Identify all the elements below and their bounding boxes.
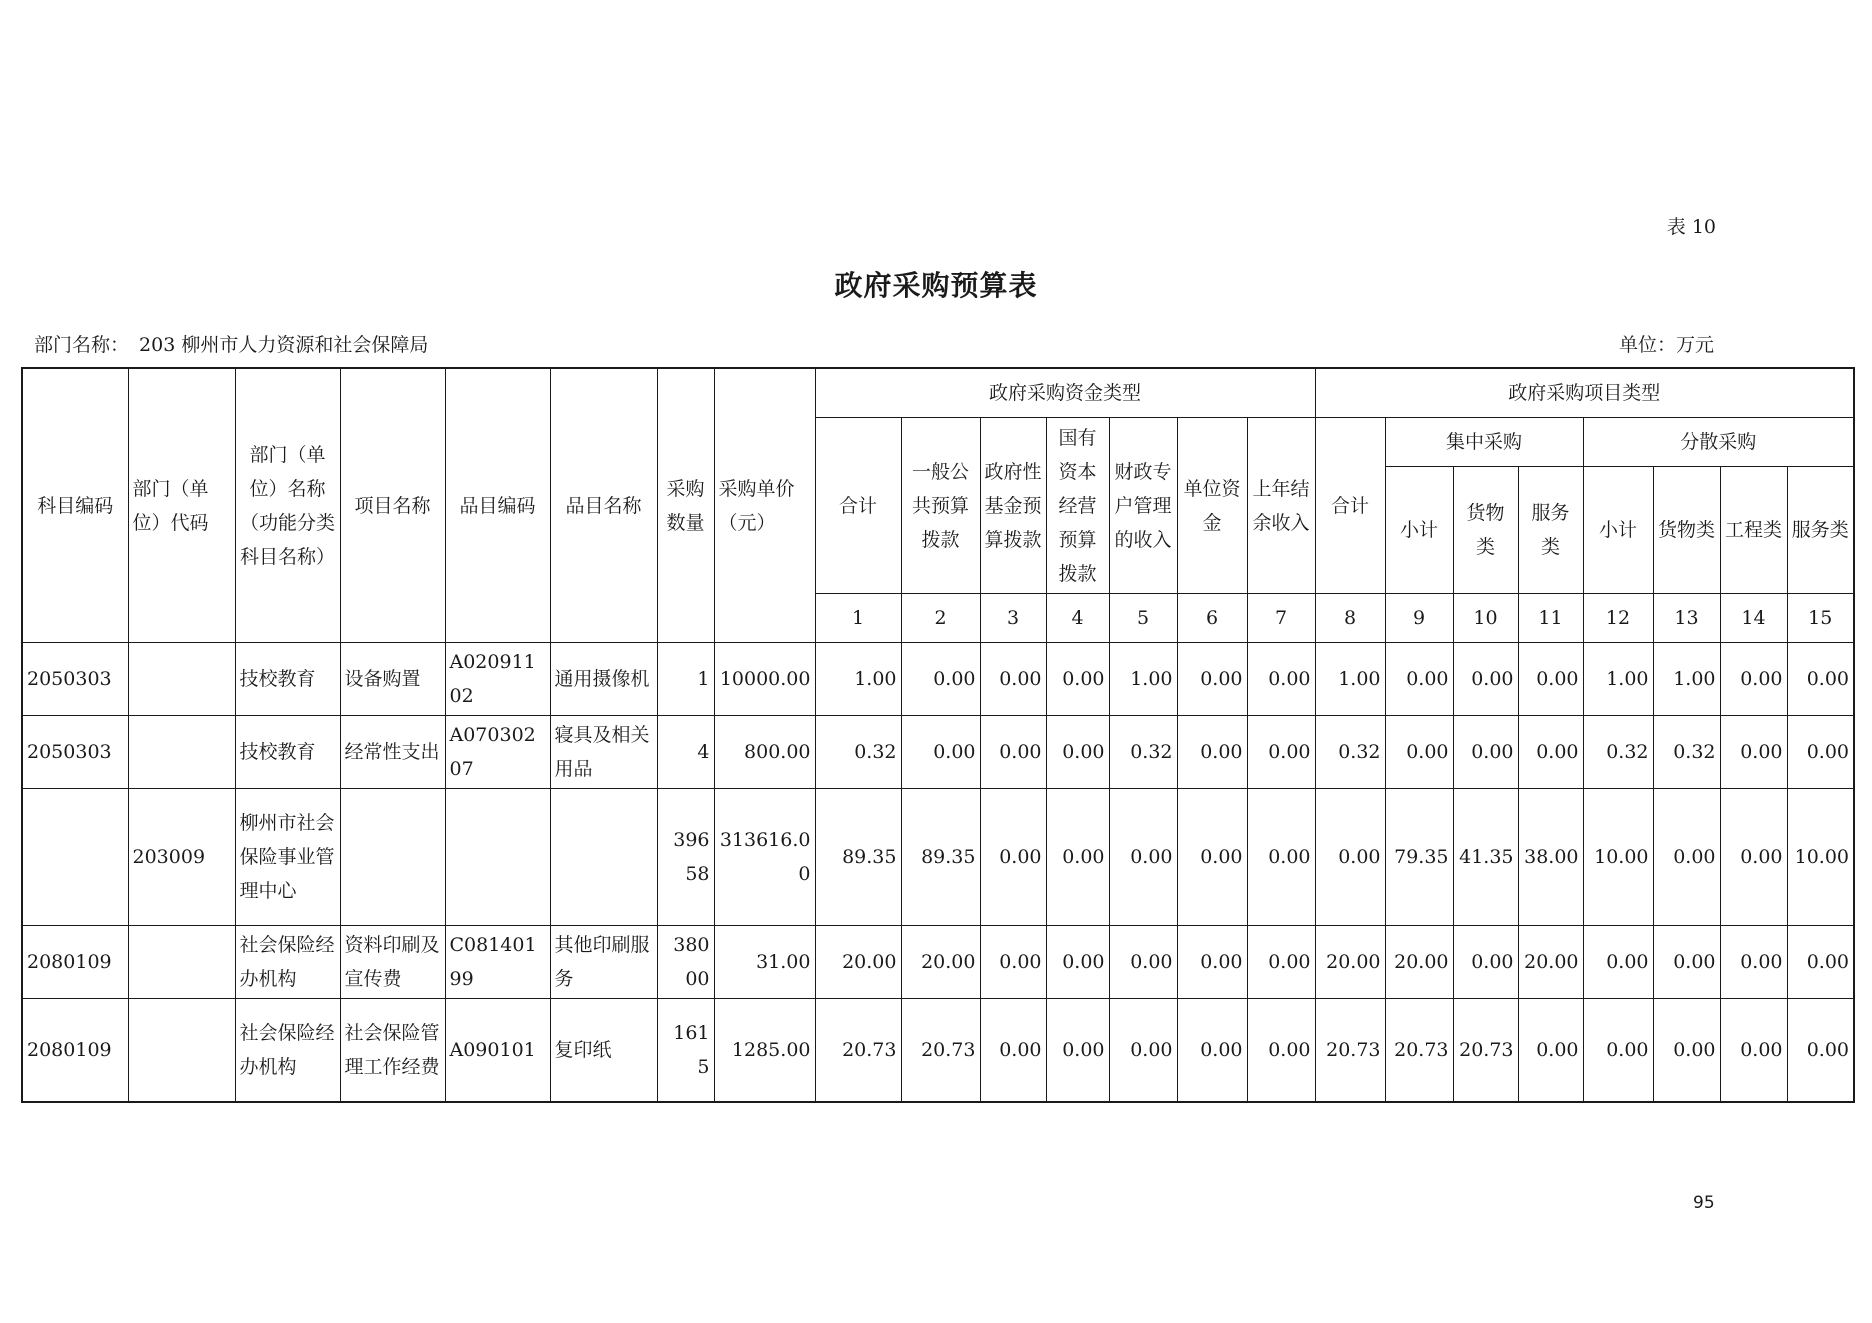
col-central-service: 服务类 [1518,467,1583,594]
cell-amount: 0.00 [1315,789,1385,926]
cell-amount: 1.00 [1583,643,1653,716]
cell-amount: 0.00 [1453,643,1518,716]
cell-dept-name: 技校教育 [235,716,340,789]
column-index-number: 9 [1385,594,1453,643]
department-line [34,330,428,357]
group-scattered-procurement: 分散采购 [1583,418,1854,467]
cell-amount: 0.00 [1177,789,1247,926]
cell-amount: 20.00 [1518,926,1583,999]
cell-project-name [340,789,445,926]
cell-amount: 0.00 [901,716,980,789]
cell-amount: 0.00 [1177,716,1247,789]
cell-amount: 0.00 [1453,926,1518,999]
cell-amount: 0.32 [1583,716,1653,789]
cell-amount: 89.35 [901,789,980,926]
table-body [22,643,1854,1103]
cell-item-name: 寝具及相关用品 [550,716,657,789]
cell-amount: 0.00 [1453,716,1518,789]
col-fund-total: 合计 [815,418,901,594]
cell-amount: 20.73 [1315,999,1385,1103]
cell-amount: 0.00 [1653,999,1720,1103]
group-central-procurement: 集中采购 [1385,418,1583,467]
cell-amount: 0.00 [980,789,1046,926]
column-index-number: 12 [1583,594,1653,643]
cell-amount: 0.00 [1518,716,1583,789]
column-index-number: 3 [980,594,1046,643]
cell-amount: 0.00 [1583,926,1653,999]
col-central-goods: 货物类 [1453,467,1518,594]
cell-project-name: 经常性支出 [340,716,445,789]
cell-dept-code [128,999,235,1103]
cell-amount: 0.00 [1583,999,1653,1103]
column-index-number: 7 [1247,594,1315,643]
table-number: 表 10 [1666,216,1716,238]
cell-amount: 0.00 [1720,716,1787,789]
cell-amount: 20.73 [901,999,980,1103]
cell-amount: 0.00 [980,643,1046,716]
cell-unit-price: 10000.00 [714,643,815,716]
cell-project-name: 设备购置 [340,643,445,716]
cell-item-name: 复印纸 [550,999,657,1103]
col-scattered-service: 服务类 [1787,467,1854,594]
col-prev-balance: 上年结余收入 [1247,418,1315,594]
cell-quantity: 1 [657,643,714,716]
cell-subject-code [22,789,128,926]
column-index-number: 6 [1177,594,1247,643]
cell-amount: 0.00 [1720,926,1787,999]
cell-unit-price: 313616.00 [714,789,815,926]
cell-amount: 1.00 [815,643,901,716]
cell-amount: 0.00 [1787,999,1854,1103]
col-dept-name: 部门（单位）名称（功能分类科目名称） [235,368,340,643]
cell-item-name: 其他印刷服务 [550,926,657,999]
cell-amount: 0.32 [815,716,901,789]
cell-quantity: 39658 [657,789,714,926]
cell-amount: 0.00 [1046,789,1109,926]
procurement-budget-table [21,367,1855,1103]
cell-subject-code: 2080109 [22,926,128,999]
cell-amount: 0.00 [1653,926,1720,999]
col-dept-code: 部门（单位）代码 [128,368,235,643]
cell-amount: 0.00 [1046,716,1109,789]
col-quantity: 采购数量 [657,368,714,643]
cell-amount: 10.00 [1583,789,1653,926]
cell-dept-name: 社会保险经办机构 [235,999,340,1103]
cell-amount: 0.00 [1787,926,1854,999]
cell-amount: 0.00 [1518,999,1583,1103]
col-state-capital: 国有资本经营预算拨款 [1046,418,1109,594]
column-index-number: 15 [1787,594,1854,643]
cell-amount: 20.73 [815,999,901,1103]
cell-amount: 0.32 [1315,716,1385,789]
cell-amount: 38.00 [1518,789,1583,926]
cell-quantity: 1615 [657,999,714,1103]
column-index-number: 8 [1315,594,1385,643]
cell-amount: 0.00 [980,716,1046,789]
cell-dept-code: 203009 [128,789,235,926]
cell-amount: 0.00 [1046,926,1109,999]
cell-amount: 0.00 [1653,789,1720,926]
cell-item-code: A090101 [445,999,550,1103]
col-scattered-goods: 货物类 [1653,467,1720,594]
cell-amount: 0.00 [1046,999,1109,1103]
cell-amount: 0.00 [1109,999,1177,1103]
cell-amount: 20.00 [901,926,980,999]
cell-amount: 20.73 [1385,999,1453,1103]
cell-amount: 41.35 [1453,789,1518,926]
cell-unit-price: 31.00 [714,926,815,999]
cell-amount: 1.00 [1315,643,1385,716]
cell-unit-price: 1285.00 [714,999,815,1103]
cell-amount: 0.00 [1247,789,1315,926]
cell-dept-name: 技校教育 [235,643,340,716]
cell-amount: 0.00 [1720,999,1787,1103]
table-row [22,716,1854,789]
cell-amount: 20.00 [815,926,901,999]
cell-amount: 0.00 [1247,716,1315,789]
cell-item-code: C08140199 [445,926,550,999]
table-row [22,926,1854,999]
cell-amount: 0.00 [1109,789,1177,926]
cell-item-code [445,789,550,926]
cell-amount: 0.00 [1247,643,1315,716]
cell-project-name: 社会保险管理工作经费 [340,999,445,1103]
cell-amount: 0.32 [1653,716,1720,789]
unit-label: 单位：万元 [1618,334,1714,356]
cell-subject-code: 2080109 [22,999,128,1103]
table-row [22,789,1854,926]
table-row [22,643,1854,716]
cell-amount: 0.00 [1787,716,1854,789]
page-title: 政府采购预算表 [834,269,1038,302]
cell-amount: 0.00 [1177,999,1247,1103]
cell-amount: 79.35 [1385,789,1453,926]
col-item-code: 品目编码 [445,368,550,643]
col-gov-fund: 政府性基金预算拨款 [980,418,1046,594]
cell-amount: 0.00 [901,643,980,716]
cell-amount: 0.00 [1109,926,1177,999]
cell-unit-price: 800.00 [714,716,815,789]
page-number: 95 [1693,1193,1715,1213]
column-index-number: 5 [1109,594,1177,643]
table-row [22,999,1854,1103]
col-item-name: 品目名称 [550,368,657,643]
cell-item-code: A07030207 [445,716,550,789]
cell-amount: 0.00 [1247,926,1315,999]
col-central-subtotal: 小计 [1385,467,1453,594]
col-unit-fund: 单位资金 [1177,418,1247,594]
cell-amount: 0.00 [1046,643,1109,716]
cell-item-name: 通用摄像机 [550,643,657,716]
cell-dept-code [128,926,235,999]
group-fund-type: 政府采购资金类型 [815,368,1315,418]
cell-amount: 0.00 [1518,643,1583,716]
cell-dept-code [128,643,235,716]
column-index-number: 2 [901,594,980,643]
col-scattered-subtotal: 小计 [1583,467,1653,594]
cell-amount: 89.35 [815,789,901,926]
cell-quantity: 4 [657,716,714,789]
cell-amount: 20.00 [1315,926,1385,999]
cell-amount: 0.32 [1109,716,1177,789]
col-subject-code: 科目编码 [22,368,128,643]
cell-dept-code [128,716,235,789]
cell-item-name [550,789,657,926]
cell-amount: 1.00 [1653,643,1720,716]
group-project-type: 政府采购项目类型 [1315,368,1854,418]
column-index-number: 10 [1453,594,1518,643]
cell-amount: 0.00 [1177,926,1247,999]
column-index-number: 13 [1653,594,1720,643]
col-unit-price: 采购单价（元） [714,368,815,643]
cell-amount: 0.00 [1720,789,1787,926]
cell-amount: 0.00 [980,926,1046,999]
col-project-name: 项目名称 [340,368,445,643]
cell-subject-code: 2050303 [22,643,128,716]
col-type-total: 合计 [1315,418,1385,594]
cell-amount: 0.00 [1720,643,1787,716]
cell-amount: 0.00 [1385,643,1453,716]
column-index-number: 14 [1720,594,1787,643]
column-index-number: 11 [1518,594,1583,643]
cell-amount: 0.00 [980,999,1046,1103]
col-fiscal-special: 财政专户管理的收入 [1109,418,1177,594]
col-scattered-project: 工程类 [1720,467,1787,594]
cell-amount: 20.00 [1385,926,1453,999]
cell-subject-code: 2050303 [22,716,128,789]
cell-quantity: 38000 [657,926,714,999]
cell-project-name: 资料印刷及宣传费 [340,926,445,999]
cell-amount: 1.00 [1109,643,1177,716]
cell-amount: 0.00 [1177,643,1247,716]
cell-dept-name: 柳州市社会保险事业管理中心 [235,789,340,926]
column-index-number: 4 [1046,594,1109,643]
department-label: 部门名称： [34,334,130,356]
column-index-number: 1 [815,594,901,643]
cell-dept-name: 社会保险经办机构 [235,926,340,999]
cell-amount: 0.00 [1247,999,1315,1103]
department-value: 203 柳州市人力资源和社会保障局 [139,334,429,356]
cell-amount: 0.00 [1385,716,1453,789]
cell-amount: 20.73 [1453,999,1518,1103]
cell-item-code: A02091102 [445,643,550,716]
col-general-budget: 一般公共预算拨款 [901,418,980,594]
cell-amount: 10.00 [1787,789,1854,926]
cell-amount: 0.00 [1787,643,1854,716]
